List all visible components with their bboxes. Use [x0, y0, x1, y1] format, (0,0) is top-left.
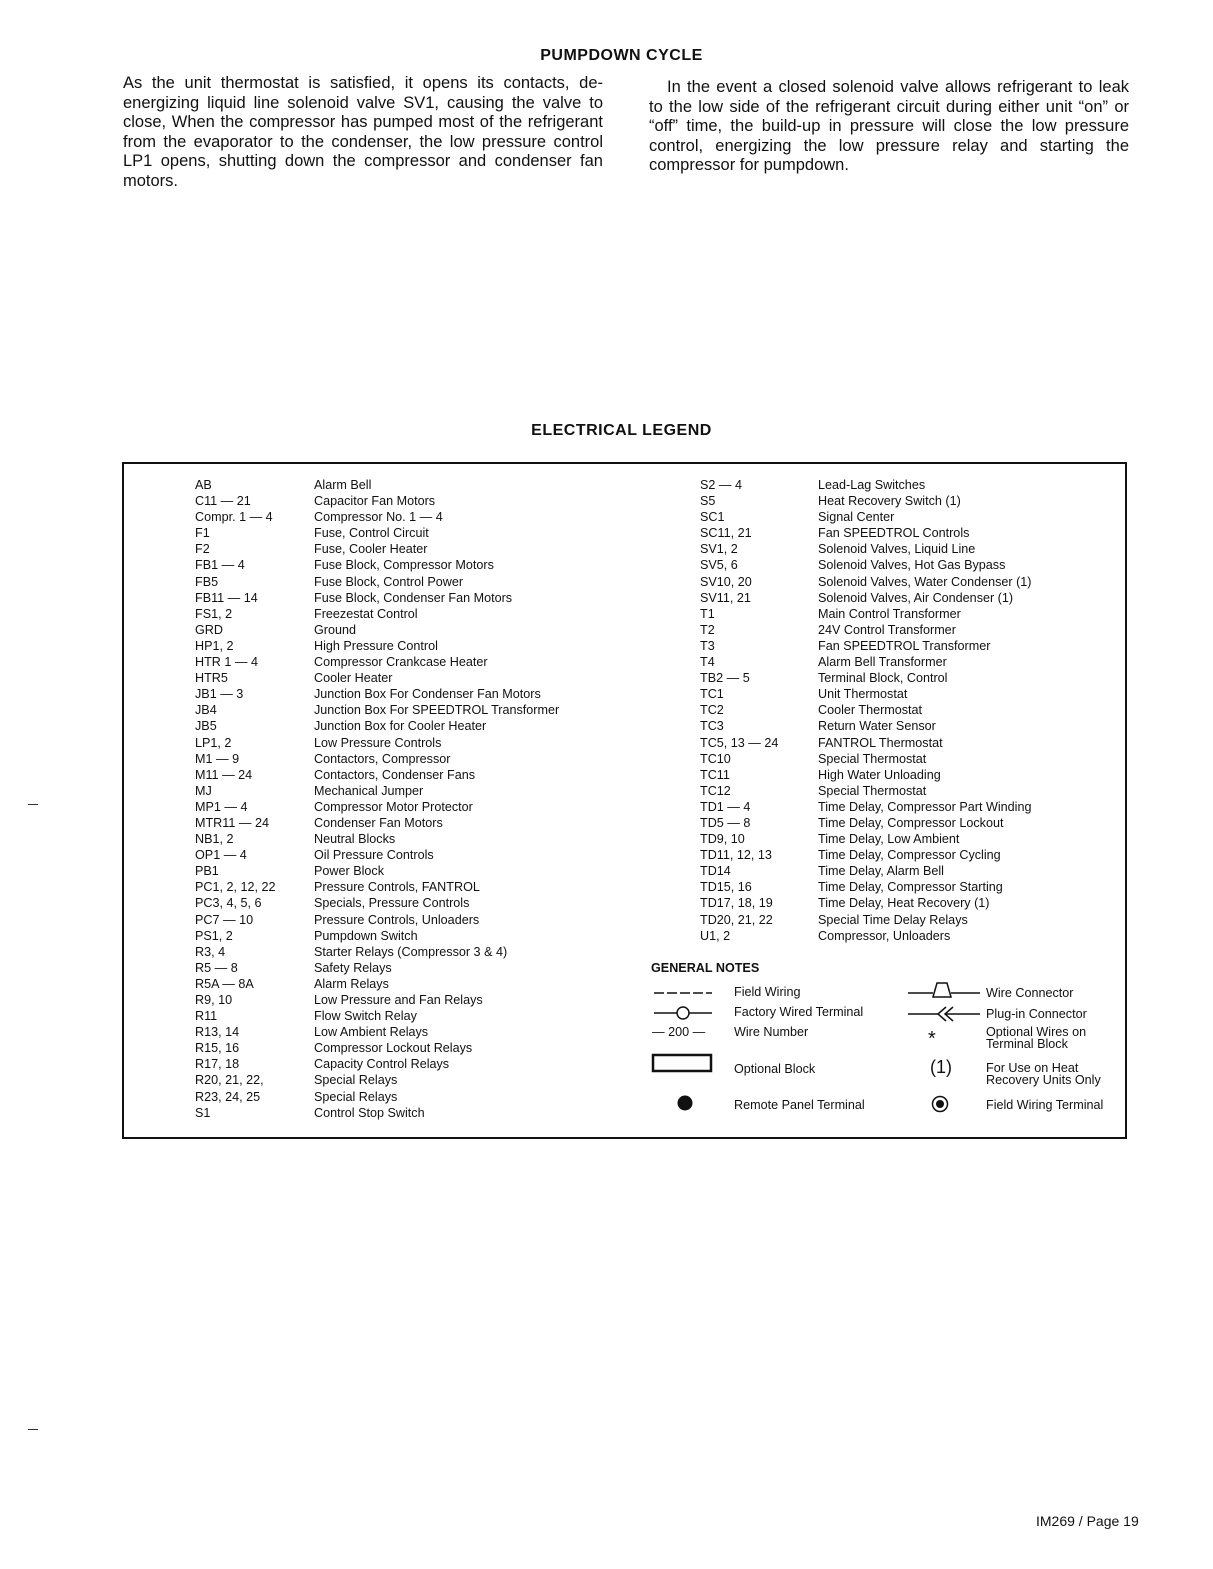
legend-code: NB1, 2 — [195, 832, 234, 847]
note-optional-wires-on: Optional Wires on — [986, 1025, 1087, 1039]
legend-description: Time Delay, Compressor Starting — [818, 880, 1003, 895]
legend-code: TC1 — [700, 687, 724, 702]
legend-description: High Water Unloading — [818, 767, 941, 782]
general-notes-label: GENERAL NOTES — [651, 961, 760, 975]
note-field-wiring: Field Wiring — [734, 985, 801, 999]
legend-description: Time Delay, Compressor Lockout — [818, 815, 1004, 830]
legend-code: R23, 24, 25 — [195, 1089, 261, 1104]
legend-code: S1 — [195, 1105, 211, 1120]
legend-description: Low Pressure Controls — [314, 735, 442, 750]
legend-description: Pressure Controls, FANTROL — [314, 880, 480, 895]
legend-code: MJ — [195, 783, 212, 798]
legend-description: Heat Recovery Switch (1) — [818, 494, 961, 509]
wire-connector-icon — [906, 980, 982, 1002]
margin-mark — [28, 1429, 38, 1430]
legend-code: T1 — [700, 606, 715, 621]
legend-description: Fan SPEEDTROL Transformer — [818, 638, 991, 653]
optional-block-icon — [651, 1053, 713, 1073]
legend-description: Solenoid Valves, Hot Gas Bypass — [818, 558, 1006, 573]
field-wiring-symbol-icon — [652, 986, 714, 1000]
legend-description: Contactors, Condenser Fans — [314, 767, 476, 782]
legend-code: PB1 — [195, 864, 219, 879]
pumpdown-heading: PUMPDOWN CYCLE — [540, 47, 703, 64]
remote-panel-terminal-icon — [676, 1094, 694, 1112]
legend-code: TC10 — [700, 751, 731, 766]
legend-code: R17, 18 — [195, 1057, 240, 1072]
legend-description: Junction Box For SPEEDTROL Transformer — [314, 703, 560, 718]
legend-code: HTR5 — [195, 671, 228, 686]
legend-code: TC12 — [700, 783, 731, 798]
legend-code: SC1 — [700, 510, 725, 525]
legend-code: S2 — 4 — [700, 478, 742, 492]
note-recovery-units-only: Recovery Units Only — [986, 1073, 1101, 1087]
note-field-wiring-terminal: Field Wiring Terminal — [986, 1098, 1104, 1112]
legend-description: Capacitor Fan Motors — [314, 494, 436, 509]
legend-code: AB — [195, 478, 212, 492]
legend-codes-left — [195, 477, 305, 1121]
legend-description: Fuse Block, Control Power — [314, 574, 464, 589]
legend-description: Flow Switch Relay — [314, 1009, 417, 1024]
note-optional-block: Optional Block — [734, 1062, 816, 1076]
legend-descriptions-left — [314, 477, 644, 1121]
legend-description: Time Delay, Alarm Bell — [818, 864, 944, 879]
electrical-legend-box — [122, 462, 1127, 1139]
legend-code: MTR11 — 24 — [195, 815, 269, 830]
legend-code: T2 — [700, 622, 715, 637]
legend-code: PC3, 4, 5, 6 — [195, 896, 262, 911]
legend-description: Specials, Pressure Controls — [314, 896, 470, 911]
legend-code: TC5, 13 — 24 — [700, 735, 779, 750]
legend-description: Pressure Controls, Unloaders — [314, 912, 480, 927]
legend-description: High Pressure Control — [314, 638, 438, 653]
legend-description: Compressor No. 1 — 4 — [314, 510, 443, 525]
note-plugin-connector: Plug-in Connector — [986, 1007, 1087, 1021]
note-for-use-on-heat: For Use on Heat — [986, 1061, 1079, 1075]
page-number: IM269 / Page 19 — [1036, 1513, 1139, 1529]
legend-description: Special Relays — [314, 1073, 398, 1088]
legend-description: Starter Relays (Compressor 3 & 4) — [314, 944, 508, 959]
note-terminal-block: Terminal Block — [986, 1037, 1068, 1051]
legend-description: Special Relays — [314, 1089, 398, 1104]
legend-description: FANTROL Thermostat — [818, 735, 943, 750]
legend-code: JB5 — [195, 719, 217, 734]
legend-description: Low Ambient Relays — [314, 1025, 429, 1040]
margin-mark — [28, 804, 38, 805]
legend-description: Safety Relays — [314, 960, 392, 975]
legend-code: T3 — [700, 638, 715, 653]
note-factory-wired-terminal: Factory Wired Terminal — [734, 1005, 864, 1019]
legend-description: Time Delay, Compressor Cycling — [818, 848, 1001, 863]
legend-description: Main Control Transformer — [818, 606, 961, 621]
legend-code: R5 — 8 — [195, 960, 238, 975]
legend-code: R15, 16 — [195, 1041, 240, 1056]
note-remote-panel-terminal: Remote Panel Terminal — [734, 1098, 865, 1112]
legend-description: Junction Box for Cooler Heater — [314, 719, 487, 734]
legend-description: Time Delay, Low Ambient — [818, 832, 960, 847]
legend-description: Cooler Thermostat — [818, 703, 923, 718]
wire-number-symbol: — 200 — — [652, 1025, 706, 1039]
legend-code: TC2 — [700, 703, 724, 718]
legend-code: FB1 — 4 — [195, 558, 245, 573]
legend-description: Special Thermostat — [818, 751, 927, 766]
legend-code: FB11 — 14 — [195, 590, 258, 605]
legend-description: Alarm Bell — [314, 478, 372, 492]
legend-description: Alarm Relays — [314, 976, 389, 991]
legend-code: TC3 — [700, 719, 724, 734]
legend-code: TD20, 21, 22 — [700, 912, 773, 927]
legend-description: Return Water Sensor — [818, 719, 936, 734]
legend-codes-right — [700, 477, 810, 944]
heat-recovery-symbol: (1) — [930, 1057, 952, 1077]
legend-description: Capacity Control Relays — [314, 1057, 450, 1072]
legend-descriptions-right — [818, 477, 1118, 944]
legend-description: Junction Box For Condenser Fan Motors — [314, 687, 541, 702]
legend-code: SV11, 21 — [700, 590, 751, 605]
legend-code: HTR 1 — 4 — [195, 655, 258, 670]
field-wiring-terminal-icon — [931, 1095, 949, 1113]
legend-description: Compressor Motor Protector — [314, 799, 473, 814]
legend-code: TD11, 12, 13 — [700, 848, 772, 863]
legend-description: Solenoid Valves, Liquid Line — [818, 542, 976, 557]
legend-code: SV10, 20 — [700, 574, 752, 589]
legend-heading: ELECTRICAL LEGEND — [531, 422, 712, 439]
legend-description: Lead-Lag Switches — [818, 478, 926, 492]
legend-code: TB2 — 5 — [700, 671, 750, 686]
legend-code: GRD — [195, 622, 223, 637]
legend-description: Fuse, Control Circuit — [314, 526, 429, 541]
legend-code: TD1 — 4 — [700, 799, 751, 814]
legend-description: Compressor Lockout Relays — [314, 1041, 473, 1056]
legend-description: Fuse Block, Compressor Motors — [314, 558, 494, 573]
legend-description: Solenoid Valves, Water Condenser (1) — [818, 574, 1032, 589]
legend-code: SC11, 21 — [700, 526, 752, 541]
note-wire-number: Wire Number — [734, 1025, 809, 1039]
legend-description: 24V Control Transformer — [818, 622, 956, 637]
legend-description: Special Thermostat — [818, 783, 927, 798]
legend-code: R5A — 8A — [195, 976, 254, 991]
legend-code: R11 — [195, 1009, 218, 1024]
legend-description: Fuse, Cooler Heater — [314, 542, 428, 557]
legend-description: Special Time Delay Relays — [818, 912, 968, 927]
legend-code: U1, 2 — [700, 928, 731, 943]
legend-description: Neutral Blocks — [314, 832, 396, 847]
legend-description: Oil Pressure Controls — [314, 848, 434, 863]
legend-code: M11 — 24 — [195, 767, 253, 782]
legend-description: Time Delay, Compressor Part Winding — [818, 799, 1032, 814]
legend-description: Compressor Crankcase Heater — [314, 655, 488, 670]
legend-description: Pumpdown Switch — [314, 928, 418, 943]
legend-code: TD15, 16 — [700, 880, 752, 895]
legend-code: LP1, 2 — [195, 735, 232, 750]
legend-code: TC11 — [700, 767, 730, 782]
legend-code: TD14 — [700, 864, 731, 879]
plugin-connector-icon — [906, 1004, 982, 1024]
legend-code: MP1 — 4 — [195, 799, 248, 814]
legend-description: Solenoid Valves, Air Condenser (1) — [818, 590, 1014, 605]
factory-wired-terminal-icon — [652, 1005, 714, 1021]
legend-description: Fan SPEEDTROL Controls — [818, 526, 970, 541]
legend-description: Power Block — [314, 864, 384, 879]
pumpdown-paragraph-left: As the unit thermostat is satisfied, it opens its contacts, de-energizing liquid line solenoid valve SV1, causing the valve to close, When the compressor has pumped most of the refrigerant from the evaporator to the condenser, the low pressure control LP1 opens, shutting down the compressor and condenser fan motors. — [123, 74, 603, 190]
legend-code: F1 — [195, 526, 210, 541]
legend-code: PC7 — 10 — [195, 912, 254, 927]
legend-code: TD5 — 8 — [700, 815, 751, 830]
legend-code: OP1 — 4 — [195, 848, 247, 863]
legend-code: S5 — [700, 494, 716, 509]
legend-description: Signal Center — [818, 510, 895, 525]
legend-code: TD9, 10 — [700, 832, 745, 847]
legend-code: FB5 — [195, 574, 219, 589]
pumpdown-paragraph-right: In the event a closed solenoid valve allows refrigerant to leak to the low side of the refrigerant circuit during either unit “on” or “off” time, the build-up in pressure will close the low pressure control, energizing the low pressure relay and starting the compressor for pumpdown. — [649, 78, 1129, 174]
legend-code: TD17, 18, 19 — [700, 896, 773, 911]
legend-code: M1 — 9 — [195, 751, 240, 766]
legend-code: JB4 — [195, 703, 217, 718]
asterisk-symbol-icon: * — [928, 1028, 936, 1050]
legend-code: Compr. 1 — 4 — [195, 510, 273, 525]
legend-code: PC1, 2, 12, 22 — [195, 880, 276, 895]
legend-code: R9, 10 — [195, 993, 233, 1007]
legend-description: Time Delay, Heat Recovery (1) — [818, 896, 990, 911]
legend-code: C11 — 21 — [195, 494, 251, 509]
legend-code: F2 — [195, 542, 210, 557]
legend-description: Fuse Block, Condenser Fan Motors — [314, 590, 513, 605]
legend-description: Compressor, Unloaders — [818, 928, 951, 943]
legend-code: SV1, 2 — [700, 542, 738, 557]
legend-code: R20, 21, 22, — [195, 1073, 264, 1088]
legend-description: Contactors, Compressor — [314, 751, 451, 766]
legend-description: Alarm Bell Transformer — [818, 655, 947, 670]
legend-description: Terminal Block, Control — [818, 671, 948, 686]
legend-code: FS1, 2 — [195, 606, 233, 621]
legend-description: Control Stop Switch — [314, 1105, 425, 1120]
legend-code: PS1, 2 — [195, 928, 233, 943]
legend-code: JB1 — 3 — [195, 687, 244, 702]
legend-description: Low Pressure and Fan Relays — [314, 993, 483, 1007]
legend-description: Freezestat Control — [314, 606, 418, 621]
legend-code: SV5, 6 — [700, 558, 738, 573]
legend-description: Ground — [314, 622, 357, 637]
legend-code: HP1, 2 — [195, 638, 234, 653]
legend-code: R3, 4 — [195, 944, 226, 959]
legend-code: T4 — [700, 655, 715, 670]
legend-code: R13, 14 — [195, 1025, 240, 1040]
legend-description: Mechanical Jumper — [314, 783, 424, 798]
legend-description: Unit Thermostat — [818, 687, 908, 702]
legend-description: Condenser Fan Motors — [314, 815, 443, 830]
legend-description: Cooler Heater — [314, 671, 393, 686]
note-wire-connector: Wire Connector — [986, 986, 1074, 1000]
